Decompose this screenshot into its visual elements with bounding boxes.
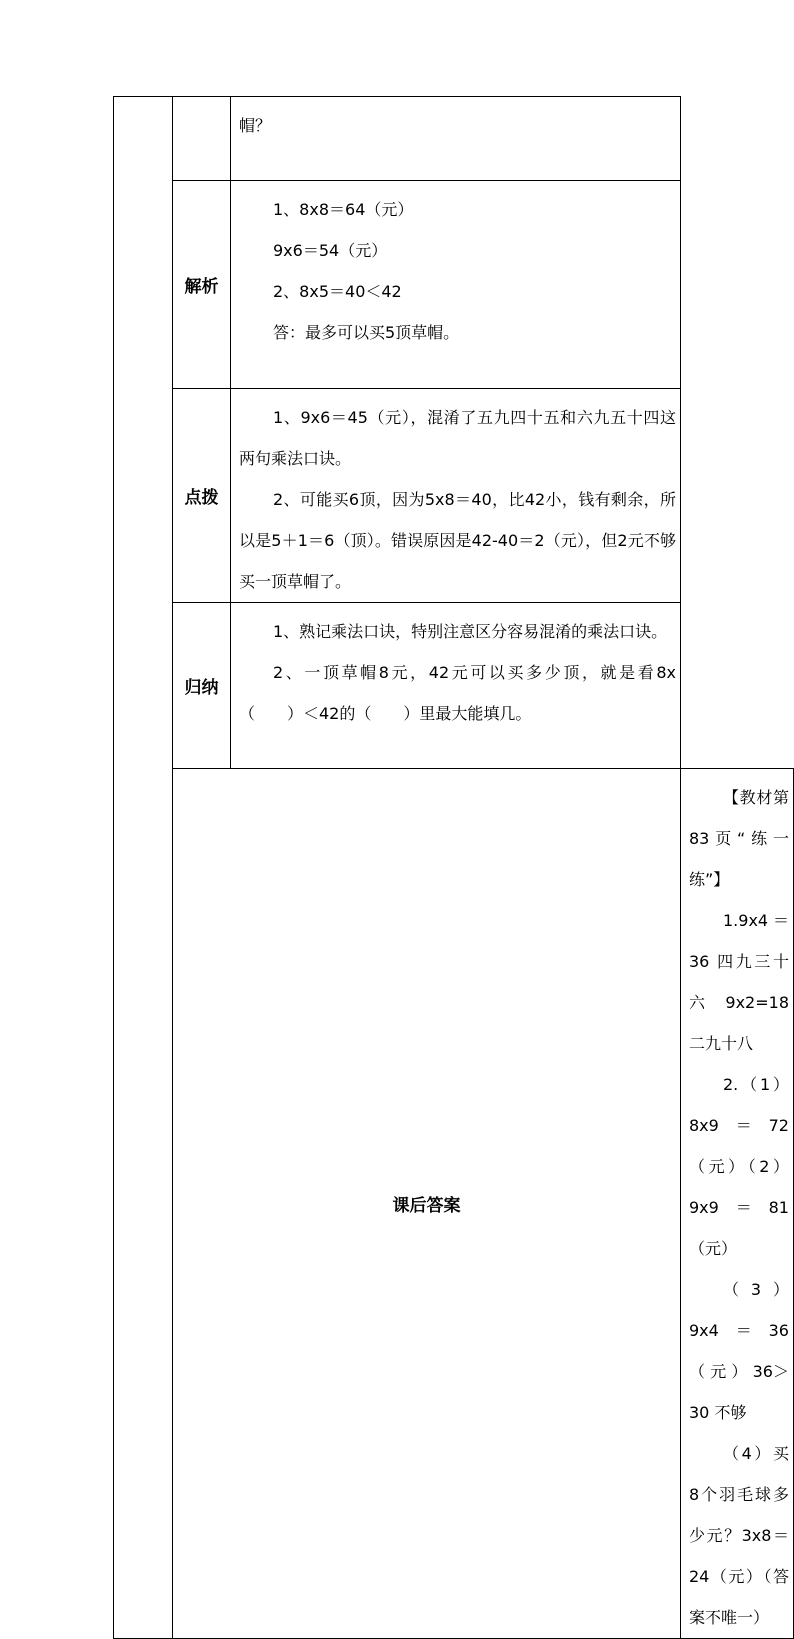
answers-label: 课后答案 — [173, 769, 681, 1639]
row-answers — [114, 769, 794, 1639]
summary-paragraph: 2、一顶草帽8元，42元可以买多少顶，就是看8x（ ）＜42的（ ）里最大能填几。 — [239, 663, 676, 723]
empty-label-cell — [173, 97, 231, 181]
empty-side-cell — [114, 97, 173, 1639]
analysis-line: 1、8x8＝64（元） — [273, 200, 414, 219]
tips-label: 点拨 — [173, 389, 231, 603]
analysis-cell — [231, 181, 681, 389]
tips-paragraph: 2、可能买6顶，因为5x8＝40，比42小，钱有剩余，所以是5＋1＝6（顶）。错误原因是42-40＝2（元），但2元不够买一顶草帽了。 — [239, 490, 676, 591]
answers-cell — [681, 769, 794, 1639]
analysis-line: 答：最多可以买5顶草帽。 — [273, 323, 460, 342]
analysis-label: 解析 — [173, 181, 231, 389]
tips-paragraph: 1、9x6＝45（元），混淆了五九四十五和六九五十四这两句乘法口诀。 — [239, 408, 676, 468]
answers-line: （3）9x4＝36（元）36＞30 不够 — [689, 1280, 789, 1422]
answers-line: 【教材第83页“练一练”】 — [689, 788, 789, 889]
row-tips — [114, 389, 794, 603]
analysis-line: 9x6＝54（元） — [273, 241, 388, 260]
summary-label: 归纳 — [173, 603, 231, 769]
row-summary — [114, 603, 794, 769]
tips-cell — [231, 389, 681, 603]
worksheet-table — [113, 96, 794, 1639]
answers-line: （4）买8个羽毛球多少元？3x8＝24（元）（答案不唯一） — [689, 1444, 789, 1627]
summary-paragraph: 1、熟记乘法口诀，特别注意区分容易混淆的乘法口诀。 — [273, 622, 668, 641]
analysis-line: 2、8x5＝40＜42 — [273, 282, 402, 301]
row-analysis — [114, 181, 794, 389]
row-intro — [114, 97, 794, 181]
intro-cell — [231, 97, 681, 181]
intro-text: 帽？ — [239, 116, 272, 135]
answers-line: 1.9x4＝36 四九三十六 9x2=18 二九十八 — [689, 911, 789, 1053]
summary-cell — [231, 603, 681, 769]
answers-line: 2.（1）8x9＝72（元）（2）9x9＝81（元） — [689, 1075, 789, 1258]
